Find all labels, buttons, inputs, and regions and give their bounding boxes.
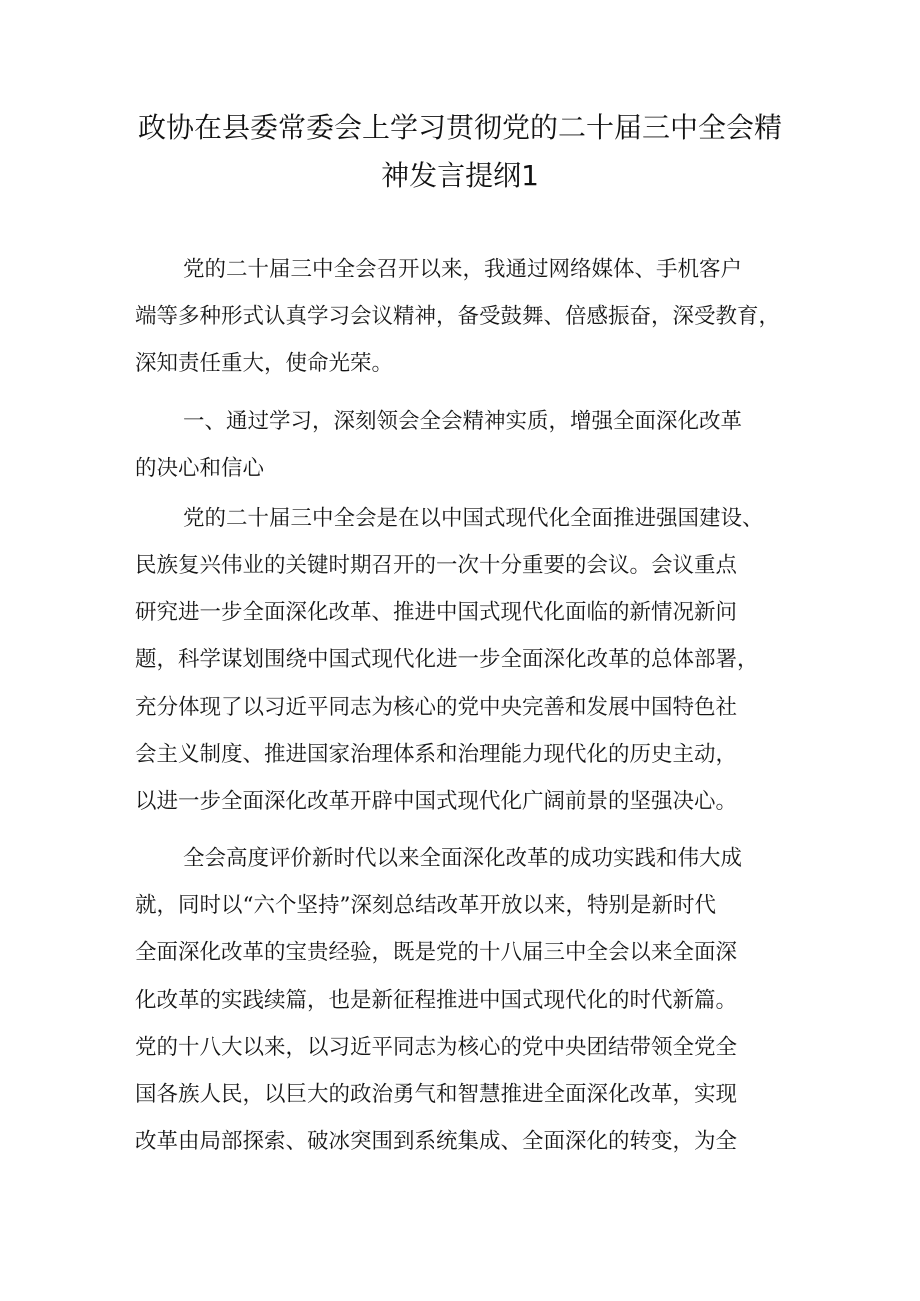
body-text-line: 民族复兴伟业的关键时期召开的一次十分重要的会议。会议重点 <box>135 553 738 578</box>
body-text-line: 党的二十届三中全会是在以中国式现代化全面推进强国建设、 <box>183 506 764 531</box>
body-text-line: 就，同时以“六个坚持”深刻总结改革开放以来，特别是新时代 <box>135 893 716 918</box>
section-heading-line: 一、通过学习，深刻领会全会精神实质，增强全面深化改革 <box>183 409 743 434</box>
body-text-line: 改革由局部探索、破冰突围到系统集成、全面深化的转变，为全 <box>135 1129 738 1154</box>
body-text-line: 全会高度评价新时代以来全面深化改革的成功实践和伟大成 <box>183 846 743 871</box>
body-text-line: 党的二十届三中全会召开以来，我通过网络媒体、手机客户 <box>183 257 743 282</box>
body-text-line: 端等多种形式认真学习会议精神，备受鼓舞、倍感振奋，深受教育， <box>135 304 781 329</box>
body-text-line: 深知责任重大，使命光荣。 <box>135 351 394 376</box>
body-text-line: 国各族人民，以巨大的政治勇气和智慧推进全面深化改革，实现 <box>135 1082 738 1107</box>
body-text-line: 研究进一步全面深化改革、推进中国式现代化面临的新情况新问 <box>135 600 738 625</box>
body-text-line: 化改革的实践续篇，也是新征程推进中国式现代化的时代新篇。 <box>135 988 738 1013</box>
body-text-line: 全面深化改革的宝贵经验，既是党的十八届三中全会以来全面深 <box>135 940 738 965</box>
document-title-line-1: 政协在县委常委会上学习贯彻党的二十届三中全会精 <box>137 111 782 144</box>
document-title-line-2: 神发言提纲1 <box>381 159 539 192</box>
body-text-line: 充分体现了以习近平同志为核心的党中央完善和发展中国特色社 <box>135 695 738 720</box>
body-text-line: 以进一步全面深化改革开辟中国式现代化广阔前景的坚强决心。 <box>135 789 738 814</box>
body-text-line: 会主义制度、推进国家治理体系和治理能力现代化的历史主动， <box>135 742 738 767</box>
body-text-line: 党的十八大以来，以习近平同志为核心的党中央团结带领全党全 <box>135 1035 738 1060</box>
body-text-line: 题，科学谋划围绕中国式现代化进一步全面深化改革的总体部署， <box>135 647 759 672</box>
section-heading-line: 的决心和信心 <box>135 456 265 481</box>
